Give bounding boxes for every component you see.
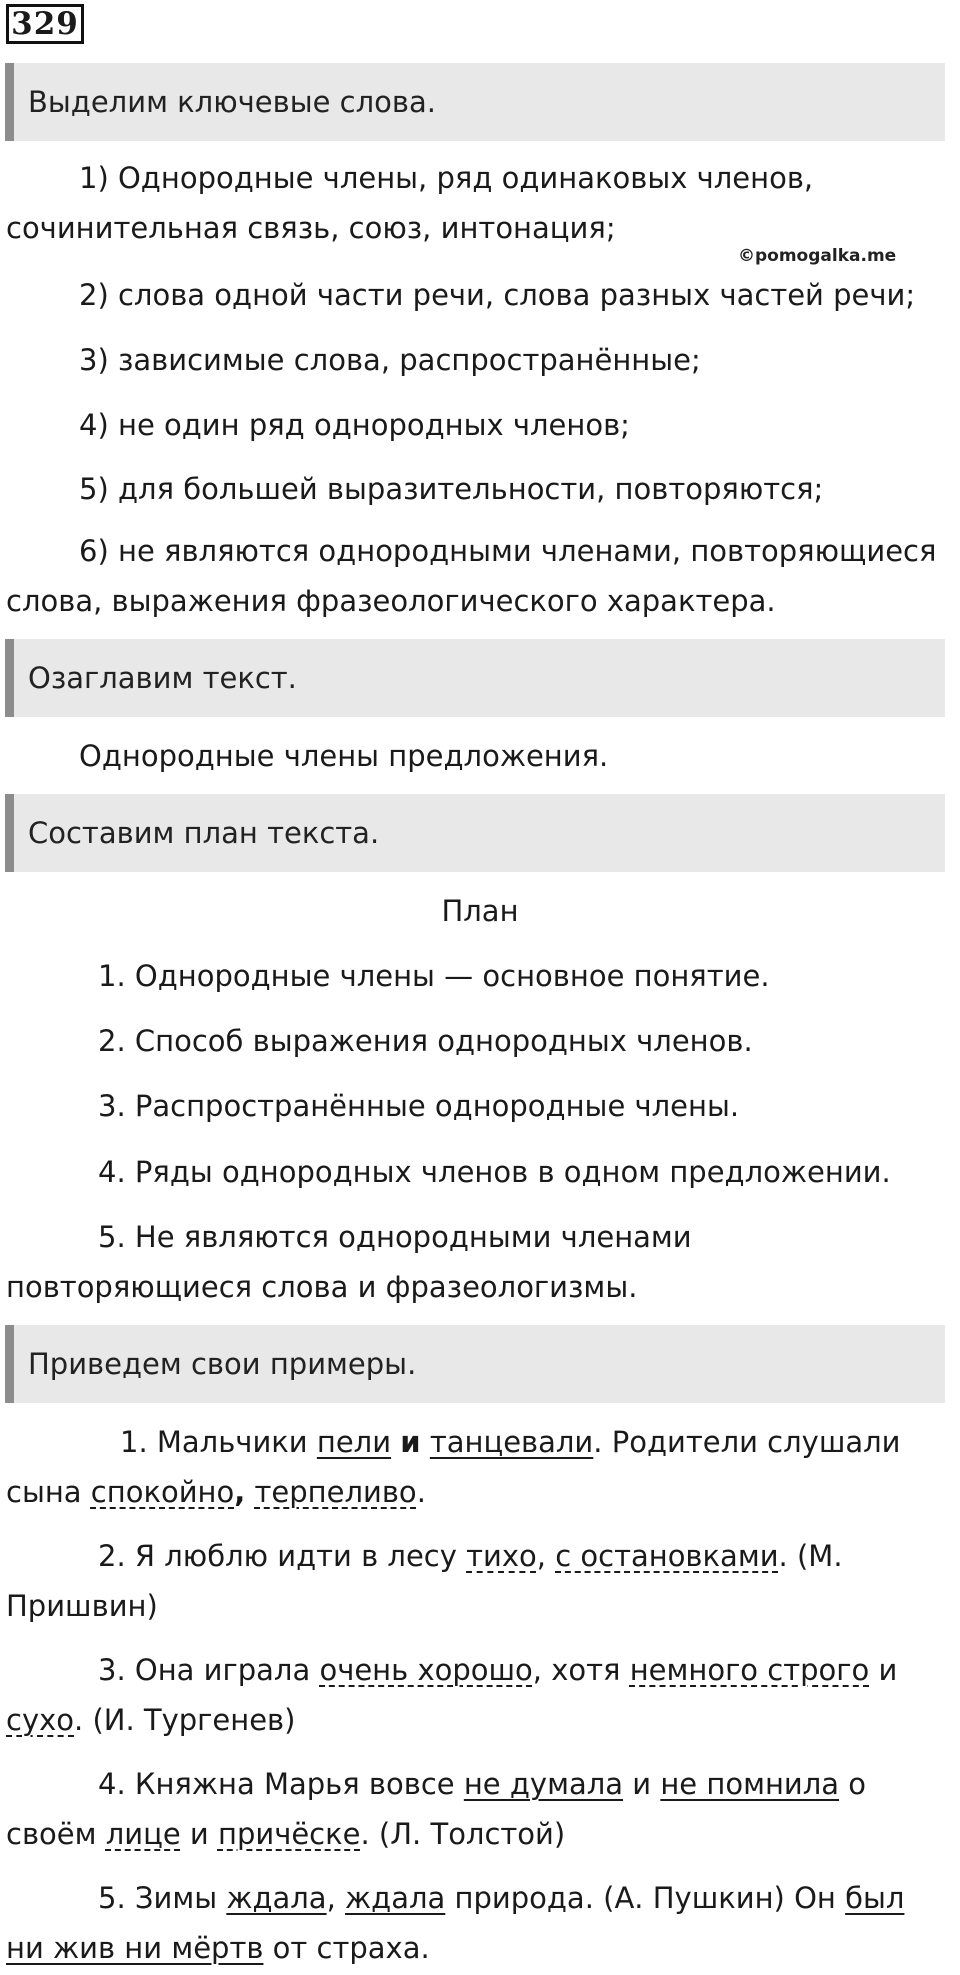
example-3-line1: 3. Она играла очень хорошо, хотя немного строго и (98, 1653, 898, 1687)
plan-item-4: 4. Ряды однородных членов в одном предложении. (98, 1155, 891, 1189)
plan-item-3: 3. Распространённые однородные члены. (98, 1089, 740, 1123)
keyword-item-3: 3) зависимые слова, распространённые; (79, 343, 701, 377)
adverbial-underline: тихо (466, 1539, 537, 1573)
example-4-line1: 4. Княжна Марья вовсе не думала и не помнила о (98, 1767, 867, 1801)
adverbial-underline: спокойно (90, 1475, 235, 1509)
predicate-underline: ни жив ни мёртв (6, 1931, 264, 1965)
predicate-underline: был (845, 1881, 905, 1915)
example-2-line2: Пришвин) (6, 1589, 158, 1623)
section-bar-title (5, 639, 945, 717)
predicate-underline: ждала (345, 1881, 446, 1915)
section-heading-keywords: Выделим ключевые слова. (28, 85, 436, 119)
section-bar-keywords (5, 63, 945, 141)
object-underline: лице (105, 1817, 181, 1851)
watermark-text: ©pomogalka.me (738, 246, 897, 266)
example-1-line1: 1. Мальчики пели и танцевали. Родители слушали (120, 1425, 901, 1459)
adverbial-underline: очень хорошо (319, 1653, 533, 1687)
keyword-item-5: 5) для большей выразительности, повторяются; (79, 472, 824, 506)
predicate-underline: ждала (226, 1881, 327, 1915)
section-heading-plan: Составим план текста. (28, 816, 380, 850)
adverbial-underline: сухо (6, 1703, 75, 1737)
adverbial-underline: с остановками (555, 1539, 779, 1573)
plan-item-1: 1. Однородные члены — основное понятие. (98, 959, 770, 993)
text-title: Однородные члены предложения. (79, 739, 609, 773)
example-2-line1: 2. Я люблю идти в лесу тихо, с остановками. (М. (98, 1539, 843, 1573)
exercise-number: 329 (6, 4, 84, 44)
predicate-underline: не думала (463, 1767, 624, 1801)
example-5-line1: 5. Зимы ждала, ждала природа. (А. Пушкин) Он был (98, 1881, 905, 1915)
predicate-underline: пели (316, 1425, 392, 1459)
predicate-underline: не помнила (660, 1767, 840, 1801)
keyword-item-4: 4) не один ряд однородных членов; (79, 408, 630, 442)
keyword-item-1-line1: 1) Однородные члены, ряд одинаковых членов, (79, 161, 814, 195)
adverbial-underline: терпеливо (254, 1475, 417, 1509)
section-heading-examples: Приведем свои примеры. (28, 1347, 417, 1381)
section-bar-plan (5, 794, 945, 872)
example-1-line2: сына спокойно, терпеливо. (6, 1475, 426, 1509)
section-heading-title: Озаглавим текст. (28, 661, 297, 695)
conjunction: и (400, 1425, 421, 1459)
object-underline: причёске (217, 1817, 361, 1851)
predicate-underline: танцевали (429, 1425, 594, 1459)
keyword-item-1-line2: сочинительная связь, союз, интонация; (6, 211, 616, 245)
plan-item-2: 2. Способ выражения однородных членов. (98, 1024, 753, 1058)
section-bar-examples (5, 1325, 945, 1403)
example-5-line2: ни жив ни мёртв от страха. (6, 1931, 430, 1965)
keyword-item-6-line2: слова, выражения фразеологического характера. (6, 584, 776, 618)
example-3-line2: сухо. (И. Тургенев) (6, 1703, 296, 1737)
keyword-item-6-line1: 6) не являются однородными членами, повторяющиеся (79, 534, 937, 568)
example-4-line2: своём лице и причёске. (Л. Толстой) (6, 1817, 566, 1851)
adverbial-underline: немного строго (629, 1653, 870, 1687)
plan-item-5-line1: 5. Не являются однородными членами (98, 1220, 692, 1254)
plan-heading: План (441, 894, 519, 928)
plan-item-5-line2: повторяющиеся слова и фразеологизмы. (6, 1270, 638, 1304)
keyword-item-2: 2) слова одной части речи, слова разных частей речи; (79, 278, 916, 312)
